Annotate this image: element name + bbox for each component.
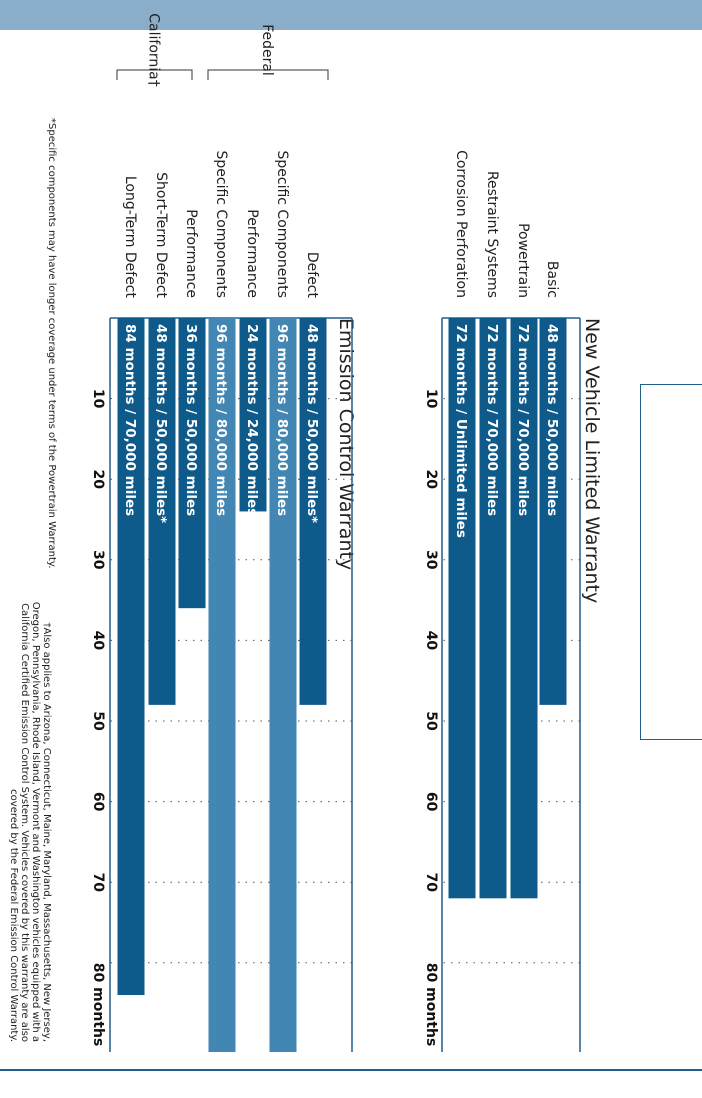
bar-value-label: 96 months / 80,000 miles [274,324,290,517]
bar-value-label: 36 months / 50,000 miles [183,324,199,517]
bar-value-label: 72 months / Unlimited miles [453,324,469,538]
group-label: Federal [259,24,275,76]
bar-value-label: 96 months / 80,000 miles [213,324,229,517]
footnote-dagger-line: California Certified Emission Control System. Vehicles covered by this warranty are also [19,603,30,1042]
tick-label: 20 [90,469,106,489]
category-label: Basic [544,260,560,298]
tick-label: 30 [423,550,439,570]
tick-label: 30 [90,550,106,570]
tick-label: 20 [423,469,439,489]
chart-title: Emission Control Warranty [335,318,357,571]
tick-label: 60 [423,791,439,812]
category-label: Performance [244,209,260,298]
tick-label: 80 months [90,962,106,1047]
bar-value-label: 72 months / 70,000 miles [484,324,500,517]
footnote-asterisk: *Specific components may have longer coverage under terms of the Powertrain Warranty. [46,118,57,569]
category-label: Short-Term Defect [153,172,169,298]
tick-label: 10 [90,388,106,409]
footnote-dagger-line: Oregon, Pennsylvania, Rhode Island, Vermont and Washington vehicles equipped with a [30,601,41,1042]
tick-label: 10 [423,388,439,409]
tick-label: 80 months [423,962,439,1047]
bar-value-label: 48 months / 50,000 miles* [304,324,320,524]
category-label: Specific Components [213,150,229,298]
bar-value-label: 24 months / 24,000 miles [244,324,260,517]
bar-value-label: 84 months / 70,000 miles [122,324,138,517]
tick-label: 50 [423,711,439,731]
category-label: Defect [304,251,320,298]
category-label: Powertrain [515,223,531,298]
bar-value-label: 72 months / 70,000 miles [515,324,531,517]
tick-label: 70 [423,872,439,892]
tick-label: 40 [423,630,439,651]
category-label: Long-Term Defect [122,175,138,298]
category-label: Corrosion Perforation [453,150,469,298]
tick-label: 50 [90,711,106,731]
category-label: Specific Components [274,150,290,298]
footnote-dagger-line: †Also applies to Arizona, Connecticut, Maine, Maryland, Massachusetts, New Jersey, [41,622,52,1042]
tick-label: 40 [90,630,106,651]
bar-value-label: 48 months / 50,000 miles [544,324,560,517]
group-label: California† [145,13,162,87]
chart-new-vehicle-warranty [423,100,603,1052]
tick-label: 60 [90,791,106,812]
footnotes [8,118,57,1042]
chart-title: New Vehicle Limited Warranty [581,318,603,604]
category-label: Restraint Systems [484,170,500,298]
bar-value-label: 48 months / 50,000 miles* [153,324,169,524]
footnote-dagger-line: covered by the Federal Emission Control Warranty. [8,789,19,1042]
category-label: Performance [183,209,199,298]
tick-label: 70 [90,872,106,892]
chart-emission-warranty [90,13,357,1052]
